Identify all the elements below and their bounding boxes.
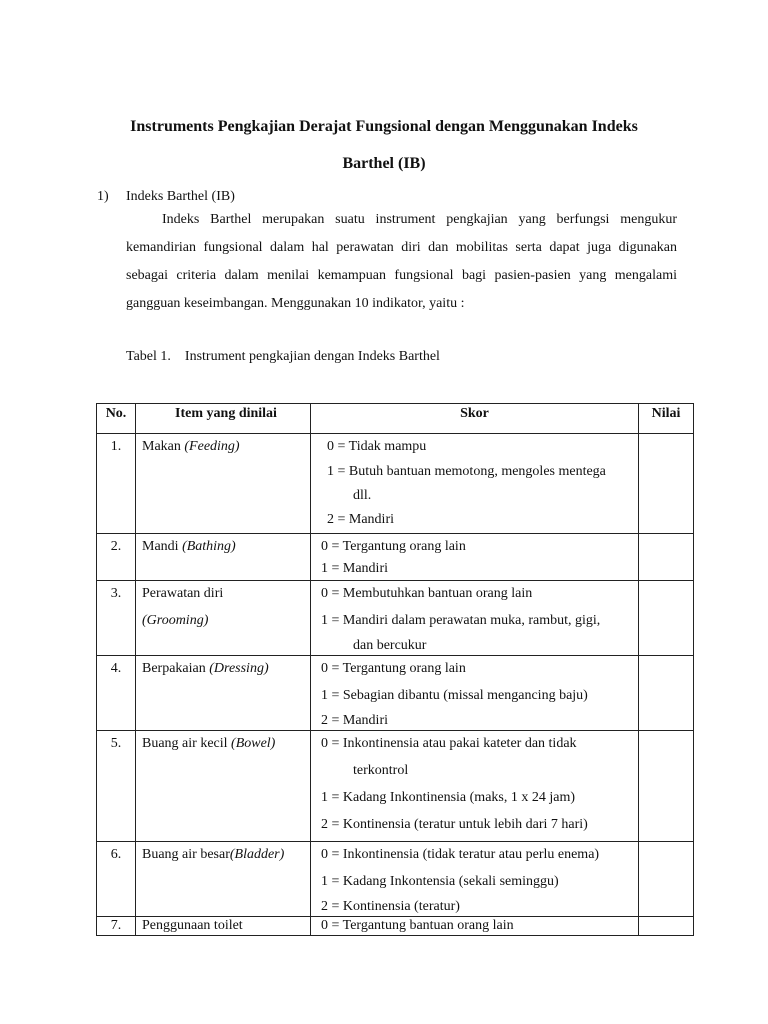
header-item: Item yang dinilai [136, 404, 311, 434]
paragraph-text: Indeks Barthel merupakan suatu instrument pengkajian yang berfungsi mengukur kemandirian fungsional dalam hal perawatan diri dan mobilitas serta dapat juga digunakan sebagai criteria dalam menilai kemampuan fungsional bagi pasien-pasien yang mengalami gangguan keseimbangan. Menggunakan 10 indikator, yaitu : [126, 212, 677, 311]
title-line-2: Barthel (IB) [342, 155, 426, 172]
row-skor: 0 = Tidak mampu 1 = Butuh bantuan memotong, mengoles mentega dll. 2 = Mandiri [311, 434, 639, 534]
row-item: Makan (Feeding) [136, 434, 311, 534]
caption-label: Tabel 1. [126, 349, 171, 364]
table-row [97, 842, 694, 917]
row-item: Mandi (Bathing) [136, 534, 311, 581]
row-number: 7. [97, 917, 136, 936]
table-row [97, 731, 694, 842]
header-skor: Skor [311, 404, 639, 434]
header-no: No. [97, 404, 136, 434]
table-row [97, 917, 694, 936]
row-nilai [639, 731, 694, 842]
row-number: 3. [97, 581, 136, 656]
document-title [100, 108, 668, 182]
row-item: Buang air kecil (Bowel) [136, 731, 311, 842]
caption-text: Instrument pengkajian dengan Indeks Barthel [184, 349, 440, 364]
table-header-row [97, 404, 694, 434]
row-number: 6. [97, 842, 136, 917]
row-item: Buang air besar(Bladder) [136, 842, 311, 917]
row-number: 4. [97, 656, 136, 731]
row-nilai [639, 434, 694, 534]
row-skor: 0 = Tergantung bantuan orang lain [311, 917, 639, 936]
row-skor: 0 = Membutuhkan bantuan orang lain 1 = Mandiri dalam perawatan muka, rambut, gigi, dan bercukur [311, 581, 639, 656]
table-caption [126, 349, 440, 365]
row-skor: 0 = Inkontinensia (tidak teratur atau perlu enema) 1 = Kadang Inkontensia (sekali seminggu) 2 = Kontinensia (teratur) [311, 842, 639, 917]
section-heading: Indeks Barthel (IB) [126, 189, 235, 204]
row-item: Perawatan diri (Grooming) [136, 581, 311, 656]
table-row [97, 581, 694, 656]
row-nilai [639, 842, 694, 917]
section-paragraph [126, 206, 677, 318]
row-item: Penggunaan toilet [136, 917, 311, 936]
row-nilai [639, 917, 694, 936]
table-row [97, 656, 694, 731]
section-number: 1) [97, 189, 109, 204]
row-skor: 0 = Tergantung orang lain 1 = Mandiri [311, 534, 639, 581]
title-line-1: Instruments Pengkajian Derajat Fungsional dengan Menggunakan Indeks [130, 118, 638, 135]
row-number: 5. [97, 731, 136, 842]
row-nilai [639, 534, 694, 581]
row-number: 2. [97, 534, 136, 581]
table-row [97, 534, 694, 581]
row-item: Berpakaian (Dressing) [136, 656, 311, 731]
header-nilai: Nilai [639, 404, 694, 434]
row-skor: 0 = Tergantung orang lain 1 = Sebagian dibantu (missal mengancing baju) 2 = Mandiri [311, 656, 639, 731]
row-nilai [639, 581, 694, 656]
table-row [97, 434, 694, 534]
row-nilai [639, 656, 694, 731]
barthel-table [96, 403, 694, 936]
row-number: 1. [97, 434, 136, 534]
row-skor: 0 = Inkontinensia atau pakai kateter dan tidak terkontrol 1 = Kadang Inkontinensia (maks, 1 x 24 jam) 2 = Kontinensia (teratur untuk lebih dari 7 hari) [311, 731, 639, 842]
